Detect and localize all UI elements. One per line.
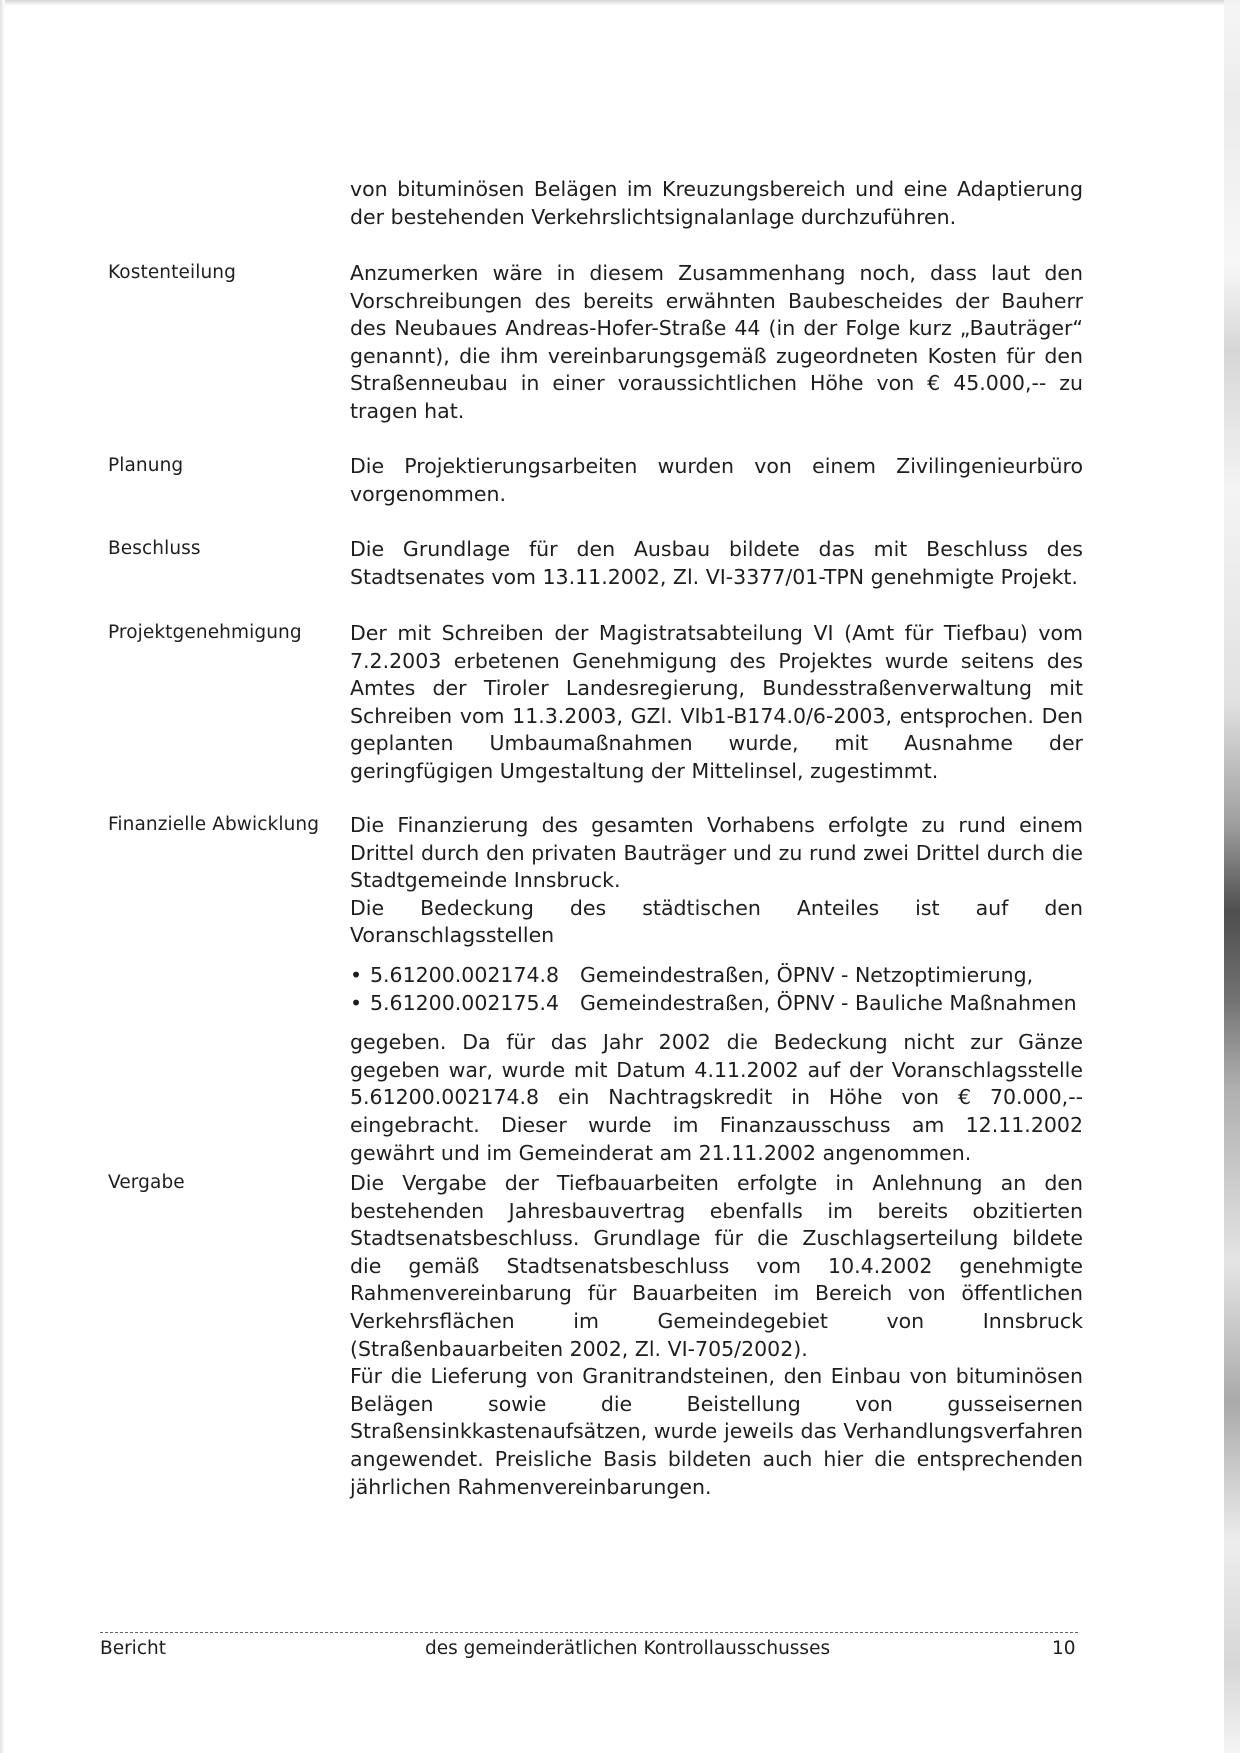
budget-description: Gemeindestraßen, ÖPNV - Netzoptimierung, [580, 962, 1034, 987]
budget-description: Gemeindestraßen, ÖPNV - Bauliche Maßnahmen [580, 990, 1077, 1015]
section-text [350, 453, 1083, 508]
section-text [350, 812, 1083, 1167]
paragraph: Anzumerken wäre in diesem Zusammenhang noch, dass laut den Vorschreibungen des bereits erwähnten Baubescheides der Bauherr des Neubaues Andreas-Hofer-Straße 44 (in der Folge kurz „Bauträger“ genannt), die ihm vereinbarungsgemäß zugeordneten Kosten für den Straßenneubau in einer voraussichtlichen Höhe von € 45.000,-- zu tragen hat. [350, 261, 1083, 423]
paragraph: Die Projektierungsarbeiten wurden von einem Zivilingenieurbüro vorgenommen. [350, 454, 1083, 506]
list-item [350, 990, 1083, 1018]
paragraph: gegeben. Da für das Jahr 2002 die Bedeckung nicht zur Gänze gegeben war, wurde mit Datum 4.11.2002 auf der Voranschlagsstelle 5.61200.002174.8 ein Nachtragskredit in Höhe von € 70.000,-- eingebracht. Dieser wurde im Finanzausschuss am 12.11.2002 gewährt und im Gemeinderat am 21.11.2002 angenommen. [350, 1030, 1083, 1165]
scan-edge-left [0, 0, 5, 1753]
footer-divider [100, 1632, 1078, 1633]
page-number: 10 [1052, 1638, 1076, 1659]
budget-code: 5.61200.002174.8 [370, 962, 560, 987]
budget-list [350, 962, 1083, 1017]
footer-left: Bericht [100, 1638, 166, 1659]
bullet-marker: • [350, 990, 363, 1015]
intro-text [350, 176, 1083, 231]
footer-center: des gemeinderätlichen Kontrollausschusses [425, 1638, 831, 1659]
paragraph: Die Finanzierung des gesamten Vorhabens erfolgte zu rund einem Drittel durch den privaten Bauträger und zu rund zwei Drittel durch die Stadtgemeinde Innsbruck. [350, 813, 1083, 893]
section-label: Projektgenehmigung [108, 622, 302, 643]
section-text [350, 536, 1083, 591]
paragraph: Für die Lieferung von Granitrandsteinen, den Einbau von bituminösen Belägen sowie die Beistellung von gusseisernen Straßensinkkastenaufsätzen, wurde jeweils das Verhandlungsverfahren angewendet. Preisliche Basis bildeten auch hier die entsprechenden jährlichen Rahmenvereinbarungen. [350, 1364, 1083, 1499]
scan-edge-top [0, 0, 1240, 6]
paragraph: Die Bedeckung des städtischen Anteiles ist auf den Voranschlagsstellen [350, 895, 1083, 948]
paragraph: Die Vergabe der Tiefbauarbeiten erfolgte in Anlehnung an den bestehenden Jahresbauvertrag ebenfalls im bereits obzitierten Stadtsenatsbeschluss. Grundlage für die Zuschlagserteilung bildete die gemäß Stadtsenatsbeschluss vom 10.4.2002 genehmigte Rahmenvereinbarung für Bauarbeiten im Bereich von öffentlichen Verkehrsflächen im Gemeindegebiet von Innsbruck (Straßenbauarbeiten 2002, Zl. VI-705/2002). [350, 1171, 1083, 1361]
section-text [350, 260, 1083, 426]
section-label: Vergabe [108, 1172, 185, 1193]
bullet-marker: • [350, 962, 363, 987]
budget-code: 5.61200.002175.4 [370, 990, 560, 1015]
section-label: Planung [108, 455, 184, 476]
paragraph: Der mit Schreiben der Magistratsabteilung VI (Amt für Tiefbau) vom 7.2.2003 erbetenen Genehmigung des Projektes wurde seitens des Amtes der Tiroler Landesregierung, Bundesstraßenverwaltung mit Schreiben vom 11.3.2003, GZl. VIb1-B174.0/6-2003, entsprochen. Den geplanten Umbaumaßnahmen wurde, mit Ausnahme der geringfügigen Umgestaltung der Mittelinsel, zugestimmt. [350, 621, 1083, 783]
section-label: Kostenteilung [108, 262, 236, 283]
paragraph: Die Grundlage für den Ausbau bildete das mit Beschluss des Stadtsenates vom 13.11.2002, Zl. VI-3377/01-TPN genehmigte Projekt. [350, 537, 1083, 589]
scan-edge-right [1224, 0, 1240, 1753]
section-text [350, 620, 1083, 786]
list-item [350, 962, 1083, 990]
section-text [350, 1170, 1083, 1501]
intro-paragraph: von bituminösen Belägen im Kreuzungsbereich und eine Adaptierung der bestehenden Verkehrslichtsignalanlage durchzuführen. [350, 177, 1083, 229]
section-label: Beschluss [108, 538, 201, 559]
section-label: Finanzielle Abwicklung [108, 814, 320, 835]
